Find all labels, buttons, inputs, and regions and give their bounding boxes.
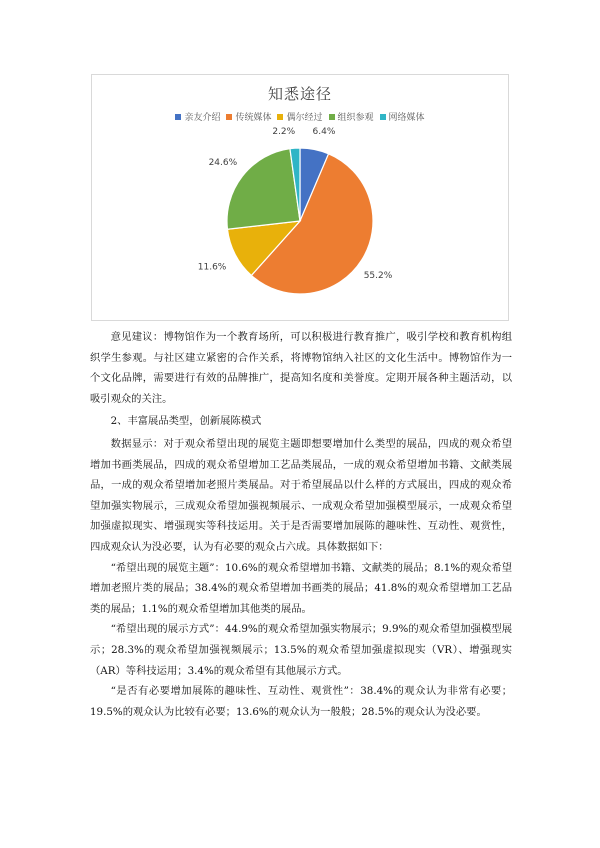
body-text <box>90 327 512 722</box>
legend-label: 传统媒体 <box>235 113 272 123</box>
paragraph-themes: “希望出现的展览主题”：10.6%的观众希望增加书籍、文献类的展品；8.1%的观众希望增加老照片类的展品；38.4%的观众希望增加书画类的展品；41.8%的观众希望增加工艺品类的展品；1.1%的观众希望增加其他类的展品。 <box>90 561 512 615</box>
legend-label: 网络媒体 <box>388 113 425 123</box>
pie-slice-label: 24.6% <box>208 157 238 168</box>
pie-slice-label: 55.2% <box>363 271 393 282</box>
paragraph-display-methods: “希望出现的展示方式”：44.9%的观众希望加强实物展示；9.9%的观众希望加强模型展示；28.3%的观众希望加强视频展示；13.5%的观众希望加强虚拟现实（VR）、增强现实（AR）等科技运用；3.4%的观众希望有其他展示方式。 <box>90 623 512 677</box>
legend-label: 偶尔经过 <box>286 113 323 123</box>
paragraph-suggestion: 意见建议：博物馆作为一个教育场所，可以积极进行教育推广，吸引学校和教育机构组织学生参观。与社区建立紧密的合作关系，将博物馆纳入社区的文化生活中。博物馆作为一个文化品牌，需要进行有效的品牌推广，提高知名度和美誉度。定期开展各种主题活动，以吸引观众的关注。 <box>90 331 512 405</box>
pie-slice <box>227 149 300 230</box>
pie-slice-label: 11.6% <box>197 262 227 273</box>
chart-title: 知悉途径 <box>267 85 332 103</box>
paragraph-interactivity: “是否有必要增加展陈的趣味性、互动性、观赏性”：38.4%的观众认为非常有必要；19.5%的观众认为比较有必要；13.6%的观众认为一般般；28.5%的观众认为没必要。 <box>90 685 512 718</box>
pie-chart <box>91 74 509 321</box>
legend-label: 组织参观 <box>337 113 374 123</box>
section-heading: 2、丰富展品类型，创新展陈模式 <box>110 415 262 428</box>
paragraph-data: 数据显示：对于观众希望出现的展览主题即想要增加什么类型的展品，四成的观众希望增加书画类展品，四成的观众希望增加工艺品类展品，一成的观众希望增加书籍、文献类展品，一成的观众希望增加老照片类展品。对于希望展品以什么样的方式展出，四成的观众希望加强实物展示，三成观众希望加强视频展示、一成观众希望加强模型展示，一成观众希望加强虚拟现实、增强现实等科技运用。关于是否需要增加展陈的趣味性、互动性、观赏性，四成观众认为没必要，认为有必要的观众占六成。具体数据如下： <box>90 437 512 553</box>
pie-plot <box>92 75 508 320</box>
legend-label: 亲友介绍 <box>184 113 221 123</box>
pie-slice-label: 2.2% <box>272 127 296 138</box>
pie-slice-label: 6.4% <box>312 126 336 137</box>
